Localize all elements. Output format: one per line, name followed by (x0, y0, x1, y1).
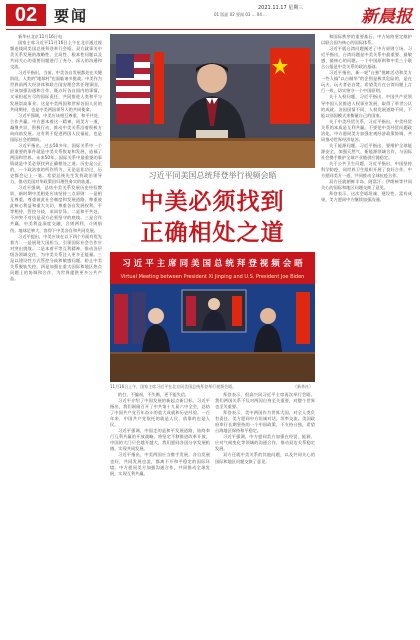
nav-item[interactable]: 03 ... (245, 12, 256, 17)
photo-xi-illustration (110, 34, 315, 168)
newspaper-logo: 新晨报 (361, 7, 412, 27)
issue-date: 2021.11.17 星期三 (258, 5, 304, 11)
caption-text: 11月16日上午，国家主席习近平在北京同美国总统拜登举行视频会晤。 (110, 384, 237, 389)
us-flag-icon (116, 54, 150, 124)
article-paragraph: 习近平指出，新一轮"台独"挑衅活动和美方一些人搞"以台制华"的企图是极其危险的，是在玩火，玩火者必自焚。希望美方在台湾问题上言行一致，切实恪守一个中国原则。 (321, 70, 412, 94)
article-paragraph: 和国际秩序的重要基石，中方始终坚定维护以联合国为核心的国际体系。 (321, 34, 412, 46)
headline-line: 中美必须找到 (140, 188, 285, 215)
photo-caption-bottom (110, 384, 315, 390)
article-paragraph: 习近平指出，过去50多年，国际关系中一个最重要的事件就是中美关系恢复和发展，造福了两国和世界。未来50年，国际关系中最重要的事情就是中美必须找到正确相处之道。历史是公正的，一个政治家的所作所为，无论是非功过，历史都会记上一笔。希望总统先生发挥政治领导力，推动美国对华政策回归理性务实的轨道。 (10, 142, 102, 185)
article-paragraph: 的打，不偏袒，不失衡，更不能失信。 (118, 392, 190, 397)
article-paragraph: 关于中美经贸关系，习近平指出，中美经贸关系的本质是互利共赢。不要把中美经贸问题政治化。中方愿同美方加强宏观经济政策协调，共同推动世界经济复苏。 (321, 118, 412, 142)
news-photo-xi (110, 34, 315, 168)
article-paragraph: 习近平就台湾问题阐述了中方原则立场。习近平指出，台湾问题是中美关系中最重要、最敏感、最核心的问题。一个中国原则和中美三个联合公报是中美关系的政治基础。 (321, 46, 412, 70)
photo-credit: （新华社） (293, 384, 313, 389)
byline: 新华社北京11月16日电 (18, 34, 63, 39)
article-paragraph: 关于人权问题，习近平指出，中国共产党领导中国人民推进人权事业发展，取得了举世公认的成就。各国国情不同，人权发展道路不同，不能以别国模式来衡量自己的国家。 (321, 94, 412, 118)
banner-subtitle: Virtual Meeting between President Xi Jinping and U.S. President Joe Biden (120, 274, 305, 280)
article-column-right (321, 34, 412, 634)
photo-meeting-illustration (110, 252, 315, 382)
article-column-mid-1 (110, 392, 210, 636)
article-paragraph: 国家主席习近平11月16日上午在北京通过视频连线同美国总统拜登举行会晤。双方就事关中美关系发展的战略性、全局性、根本性问题以及共同关心的重要问题进行了充分、深入的沟通和交流。 (10, 40, 102, 70)
article-paragraph: 习近平指出，当前，中美各自发展都处在关键阶段，人类的"地球村"也面临诸多挑战。中美作为世界前两大经济体和联合国安理会常任理事国，应该加强沟通和合作，既办好各自国内的事情，又承担起应尽的国际责任，共同推进人类和平与发展崇高事业。这是中美两国和世界各国人民的共同期待，也是中美两国领导人的共同使命。 (10, 70, 102, 112)
headline (110, 186, 315, 248)
article-paragraph: 拜登表示，很高兴同习近平主席再次举行会晤。我们两国关系不仅对两国自身至关重要，对整个世界也至关重要。 (215, 392, 315, 410)
page-number: 02 (6, 4, 46, 26)
cn-flag-icon (270, 48, 310, 124)
nav-item[interactable]: 04 ... (256, 12, 267, 17)
article-paragraph: 双方还就中美关系的其他问题，以及共同关心的国际和地区问题交换了意见。 (215, 452, 315, 464)
nav-item[interactable]: 01 版面 (214, 12, 229, 17)
news-photo-meeting (110, 252, 315, 382)
headline-line: 正确相处之道 (140, 219, 285, 246)
article-paragraph: 关于能源问题，习近平指出，要维护全球能源安全，加强天然气、新能源领域合作，与国际社会携手维护全球产业链供应链稳定。 (321, 142, 412, 160)
article-paragraph: 拜登表示，美中两国作为世界大国，对全人类负有责任，美方愿同中方坦诚对话，坦率交流。美国政府奉行长期坚持的一个中国政策，不支持台独，希望台海地区保持和平稳定。 (215, 410, 315, 434)
article-paragraph: 拜登表示，这次会晤坦诚、建设性、富有成果，美方愿同中方继续加强沟通。 (321, 191, 412, 203)
article-paragraph: 习近平指出，中美两国应当携手发展，各自发展也好，共同发展也罢，都离不开和平稳定的国际环境。中方愿同美方加强沟通合作，共同推动全球发展，实现互利共赢。 (110, 452, 210, 476)
article-paragraph: 习近平强调，中方愿同美方加强在经贸、能源、应对气候变化等领域的沟通合作，推动双边关系稳定发展。 (215, 434, 315, 452)
article-paragraph: 习近平强调，中美应该相互尊重、和平共处、合作共赢。中方愿本着这一精神，同美方一道，凝聚共识，积极行动，推动中美关系沿着积极方向向前发展。这有利于促进两国人民福祉，也是国际社会的期盼。 (10, 112, 102, 142)
article-paragraph: 习近平介绍了中国发展的新起点新目标。习近平指出，我们刚刚召开了中共第十九届六中全会，总结了中国共产党百年奋斗的重大成就和历史经验。一百年来，中国共产党依托的就是人民，依靠的也是人民。 (110, 398, 210, 428)
article-column-left (10, 34, 102, 634)
article-paragraph: 习近平强调，中国走的是和平发展道路，始终奉行互利共赢的开放战略，将坚定不移推进改革开放，中国的大门只会越开越大，我们愿同各国分享发展机遇，实现共同发展。 (110, 428, 210, 452)
article-paragraph: 关于公共卫生问题，习近平指出，中国坚持科学防疫，同世界卫生组织开展了良好合作。中方愿同美方一道，共同推动全球抗疫合作。 (321, 160, 412, 179)
photo-caption-top: 习近平同美国总统拜登举行视频会晤 (148, 171, 277, 180)
banner-title: 习 近 平 主 席 同 美 国 总 统 拜 登 视 频 会 晤 (122, 259, 303, 269)
page-header (0, 0, 420, 30)
nav-item[interactable]: 02 要闻 (229, 12, 245, 17)
article-column-mid-2 (215, 392, 315, 636)
section-title: 要闻 (54, 7, 89, 25)
header-rule (6, 29, 414, 30)
article-paragraph: 双方还就朝鲜半岛、阿富汗、伊朗核等共同关心的国际和地区问题交换了意见。 (321, 179, 412, 191)
section-nav (214, 12, 267, 18)
article-paragraph: 习近平强调，总结中美关系发展历史经验教训，新时期中美相处应该坚持三点原则：一是相互尊重，尊重彼此社会制度和发展道路，尊重彼此核心利益和重大关切，尊重各自发展权利，平等相待，管控分歧，求同存异。二是和平共处，不冲突不对抗是双方必须坚守的底线。三是合作共赢，中美利益深度交融，合则两利，斗则俱伤。地球足够大，容得下中美各自和共同发展。 (10, 185, 102, 233)
article-paragraph: 习近平提出，中美应该在以下四个方面有优先着力：一是展现大国担当，引领国际社会合作应对突出挑战。二是本着平等互利精神，推动各层级各领域交往，为中美关系注入更多正能量。三是以建设性方式管控分歧和敏感问题，防止中美关系脱轨失控。四是加强在重大国际和地区热点问题上的协调和合作，为世界提供更多公共产品。 (10, 233, 102, 281)
